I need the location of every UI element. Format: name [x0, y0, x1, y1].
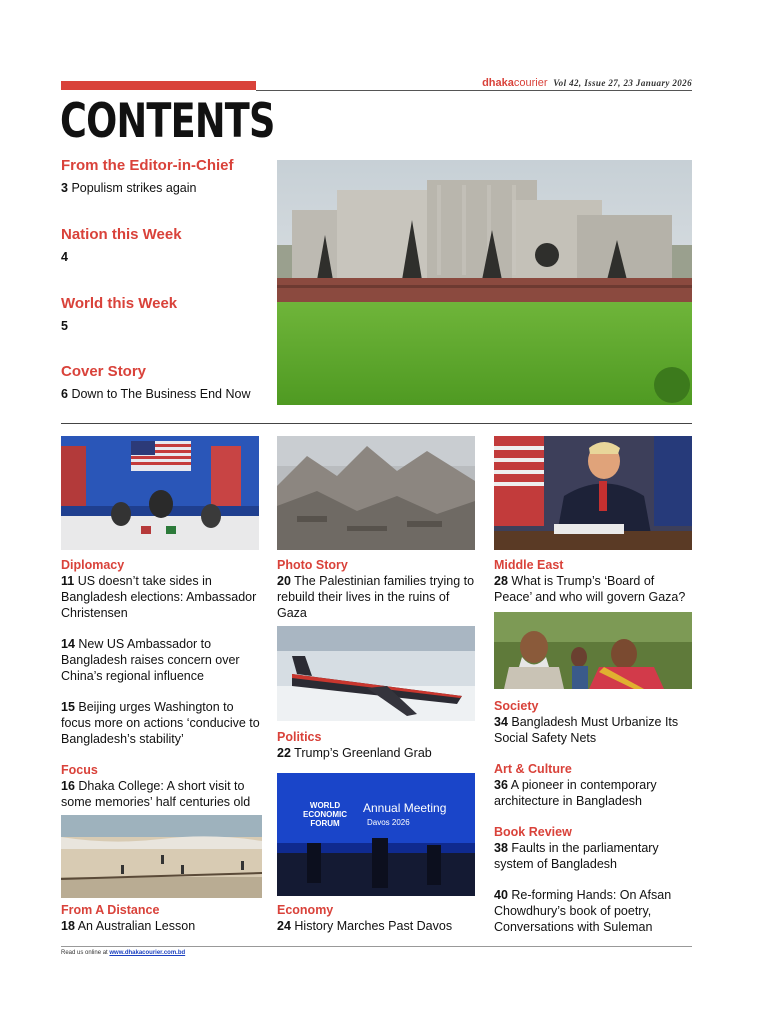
entry-title: Re-forming Hands: On Afsan Chowdhury’s book of poetry, Conversations with Suleman [494, 888, 672, 934]
toc-entry[interactable] [277, 918, 477, 934]
toc-entry[interactable] [494, 777, 694, 809]
entry-title: Populism strikes again [71, 181, 197, 195]
section-society [494, 698, 694, 935]
toc-entry[interactable] [61, 636, 261, 684]
section-heading: Art & Culture [494, 762, 572, 776]
toc-entry[interactable] [61, 778, 261, 810]
page-number: 16 [61, 779, 75, 793]
cover-photo-parliament [277, 160, 692, 405]
entry-title: Trump’s Greenland Grab [294, 746, 432, 760]
section-diplomacy [61, 557, 261, 810]
section-heading: Photo Story [277, 558, 348, 572]
toc-entry[interactable] [494, 573, 694, 605]
section-heading: Middle East [494, 558, 564, 572]
section-heading: Diplomacy [61, 558, 125, 572]
brand-name-bold: dhaka [482, 77, 514, 89]
section-photo-story [277, 557, 477, 621]
toc-entry[interactable] [494, 714, 694, 746]
page-number: 14 [61, 637, 75, 651]
section-heading: From the Editor-in-Chief [61, 157, 234, 174]
brand-name-light: courier [513, 77, 548, 89]
entry-title: The Palestinian families trying to rebuild their lives in the ruins of Gaza [277, 574, 475, 620]
page-number: 3 [61, 181, 68, 195]
page-number: 4 [61, 250, 68, 264]
page-number: 28 [494, 574, 508, 588]
toc-entry[interactable] [61, 249, 271, 265]
photo-trump-signing [494, 436, 692, 550]
footer-rule [61, 946, 692, 947]
entry-title: Faults in the parliamentary system of Bangladesh [494, 841, 659, 871]
section-politics [277, 729, 477, 761]
header-rule [256, 90, 692, 91]
toc-entry[interactable] [494, 840, 694, 872]
section-economy [277, 902, 477, 934]
page-number: 6 [61, 387, 68, 401]
photo-diplomacy-meeting [61, 436, 259, 550]
entry-title: A pioneer in contemporary architecture in Bangladesh [494, 778, 657, 808]
section-nation [61, 226, 271, 265]
entry-title: US doesn’t take sides in Bangladesh elections: Ambassador Christensen [61, 574, 257, 620]
photo-trump-plane [277, 626, 475, 721]
toc-entry[interactable] [277, 573, 477, 621]
entry-title: Bangladesh Must Urbanize Its Social Safety Nets [494, 715, 679, 745]
section-heading: Book Review [494, 825, 572, 839]
page-number: 38 [494, 841, 508, 855]
toc-entry[interactable] [61, 573, 261, 621]
section-heading: Nation this Week [61, 226, 182, 243]
page-number: 40 [494, 888, 508, 902]
entry-title: History Marches Past Davos [294, 919, 453, 933]
toc-entry[interactable] [277, 745, 477, 761]
page-number: 36 [494, 778, 508, 792]
entry-title: Down to The Business End Now [71, 387, 251, 401]
page-number: 18 [61, 919, 75, 933]
page-number: 34 [494, 715, 508, 729]
section-heading: From A Distance [61, 903, 160, 917]
entry-title: What is Trump’s ‘Board of Peace’ and who will govern Gaza? [494, 574, 686, 604]
section-editor [61, 157, 271, 196]
section-distance [61, 902, 261, 934]
issue-info: Vol 42, Issue 27, 23 January 2026 [553, 78, 692, 88]
header-accent-bar [61, 81, 256, 90]
masthead [482, 77, 692, 89]
section-heading: Economy [277, 903, 334, 917]
website-link[interactable]: www.dhakacourier.com.bd [109, 950, 186, 956]
section-heading: Politics [277, 730, 322, 744]
wef-davos: Davos 2026 [367, 818, 410, 827]
page-number: 22 [277, 746, 291, 760]
page-number: 20 [277, 574, 291, 588]
section-heading: World this Week [61, 295, 178, 312]
photo-gaza-ruins [277, 436, 475, 550]
section-world [61, 295, 271, 334]
page-number: 15 [61, 700, 75, 714]
photo-beach [61, 815, 262, 898]
toc-entry[interactable] [494, 887, 694, 935]
section-heading: Society [494, 699, 539, 713]
toc-entry[interactable] [61, 180, 271, 196]
toc-entry[interactable] [61, 699, 261, 747]
photo-davos [277, 773, 475, 896]
page-number: 11 [61, 574, 75, 588]
wef-logo-text: WORLD ECONOMIC FORUM [303, 801, 347, 828]
section-divider [61, 423, 692, 424]
footer [61, 950, 185, 956]
entry-title: New US Ambassador to Bangladesh raises concern over China’s regional influence [61, 637, 240, 683]
toc-entry[interactable] [61, 918, 261, 934]
toc-entry[interactable] [61, 386, 271, 402]
section-middle-east [494, 557, 694, 605]
entry-title: Beijing urges Washington to focus more on actions ‘conducive to Bangladesh’s stability’ [61, 700, 260, 746]
section-heading: Cover Story [61, 363, 147, 380]
page-number: 24 [277, 919, 291, 933]
section-cover [61, 363, 271, 402]
page-number: 5 [61, 319, 68, 333]
toc-entry[interactable] [61, 318, 271, 334]
footer-prefix: Read us online at [61, 950, 110, 956]
wef-annual-meeting: Annual Meeting [363, 801, 447, 815]
page-title: CONTENTS [60, 94, 275, 149]
section-heading: Focus [61, 763, 98, 777]
photo-society-people [494, 612, 692, 689]
entry-title: Dhaka College: A short visit to some memories’ half centuries old [61, 779, 251, 809]
entry-title: An Australian Lesson [77, 919, 196, 933]
